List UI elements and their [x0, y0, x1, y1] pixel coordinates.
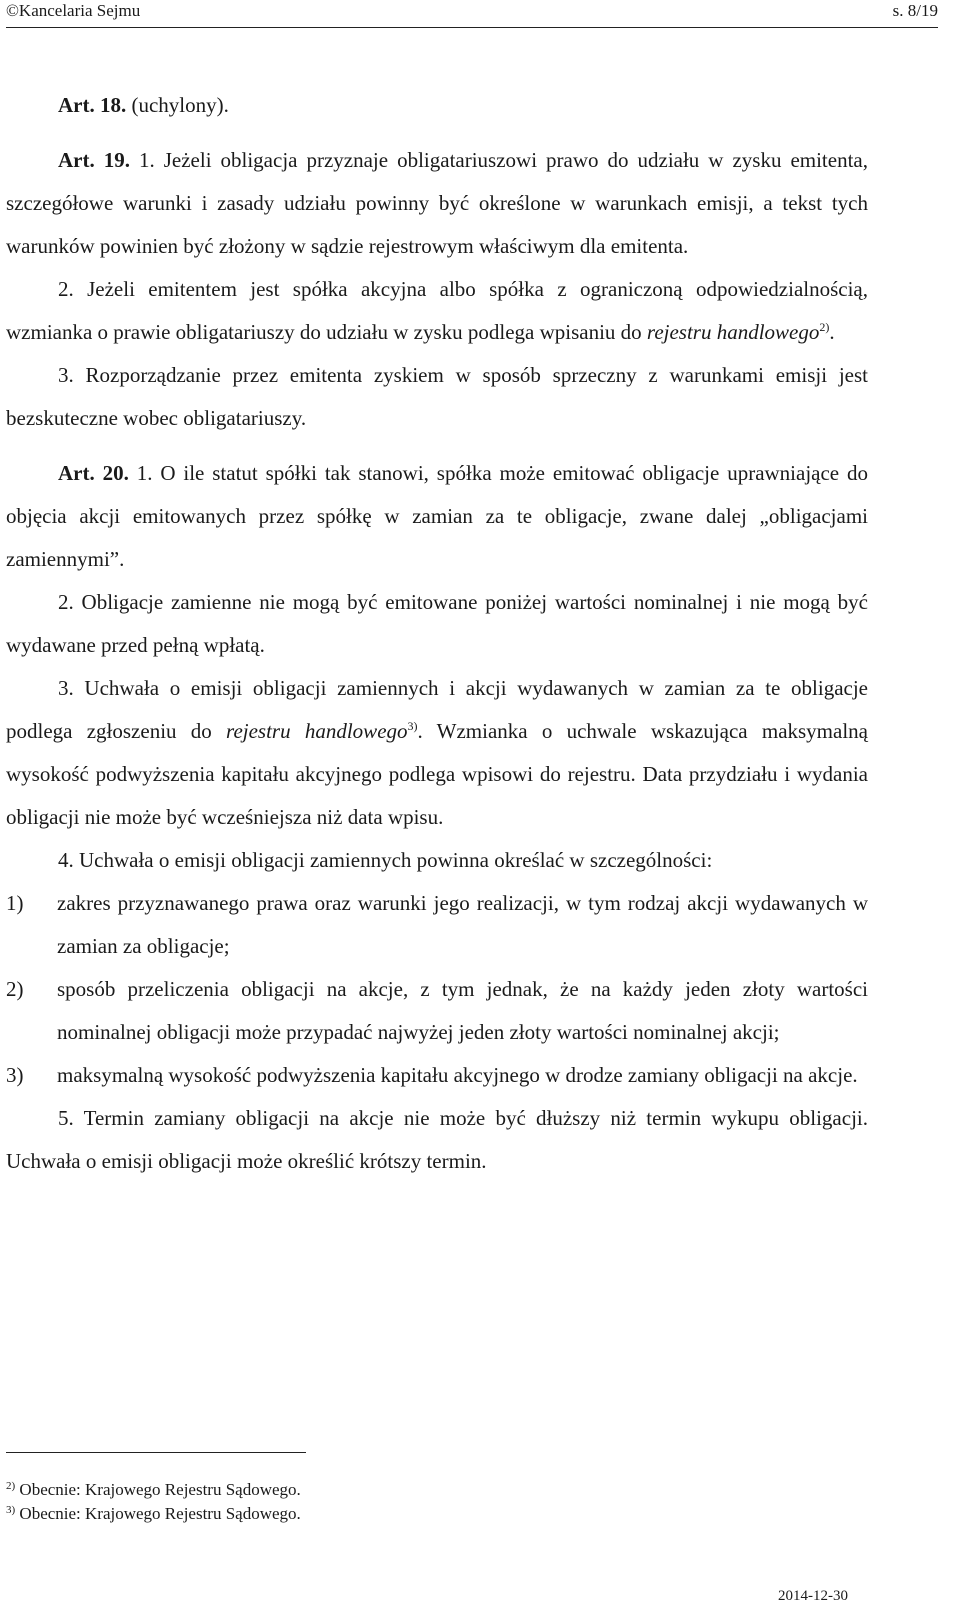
- art-20-p3: [6, 667, 868, 839]
- footnotes: [6, 1478, 301, 1526]
- header-copyright: ©Kancelaria Sejmu: [6, 1, 141, 20]
- footnote-mark: 3): [6, 1504, 16, 1516]
- art-20-p3-rest: . Wzmianka o uchwale wskazująca maksymalną wysokość podwyższenia kapitału akcyjnego podlega wpisowi do rejestru. Data przydziału i wydania obligacji nie może być wcześniejsza niż data wpisu.: [6, 719, 868, 829]
- art-19-p1-text: 1. Jeżeli obligacja przyznaje obligatariuszowi prawo do udziału w zysku emitenta, szczegółowe warunki i zasady udziału powinny być określone w warunkach emisji, a tekst tych warunków powinien być złożony w sądzie rejestrowym właściwym dla emitenta.: [6, 148, 868, 258]
- art-20-p4: [6, 839, 868, 882]
- art-20-p3-italic: rejestru handlowego: [226, 719, 408, 743]
- footnote-text: Obecnie: Krajowego Rejestru Sądowego.: [15, 1504, 301, 1523]
- list-item-number: 1): [6, 891, 24, 915]
- footnote-mark: 2): [6, 1480, 16, 1492]
- list-item-text: sposób przeliczenia obligacji na akcje, z tym jednak, że na każdy jeden złoty wartości nominalnej obligacji może przypadać najwyżej jeden złoty wartości nominalnej akcji;: [57, 977, 868, 1044]
- art-19-p2-text: 2. Jeżeli emitentem jest spółka akcyjna albo spółka z ograniczoną odpowiedzialnością, wzmianka o prawie obligatariuszy do udziału w zysku podlega wpisaniu do: [6, 277, 868, 344]
- art-20-p1: [6, 452, 868, 581]
- footnote-divider: [6, 1452, 306, 1453]
- art-20-p1-text: 1. O ile statut spółki tak stanowi, spółka może emitować obligacje uprawniające do objęcia akcji emitowanych przez spółkę w zamian za te obligacje, zwane dalej „obligacjami zamiennymi”.: [6, 461, 868, 571]
- art-19-p1: [6, 139, 868, 268]
- list-item: [6, 968, 868, 1054]
- list-item-text: maksymalną wysokość podwyższenia kapitału akcyjnego w drodze zamiany obligacji na akcje.: [57, 1063, 858, 1087]
- document-body: [6, 84, 868, 1183]
- list-item-number: 2): [6, 977, 24, 1001]
- art-19-p3-text: 3. Rozporządzanie przez emitenta zyskiem w sposób sprzeczny z warunkami emisji jest bezskuteczne wobec obligatariuszy.: [6, 363, 868, 430]
- footnote-text: Obecnie: Krajowego Rejestru Sądowego.: [15, 1480, 301, 1499]
- list-item-number: 3): [6, 1063, 24, 1087]
- page-footer-date: 2014-12-30: [778, 1588, 848, 1604]
- art-19-p2: [6, 268, 868, 354]
- list-item-text: zakres przyznawanego prawa oraz warunki jego realizacji, w tym rodzaj akcji wydawanych w zamian za obligacje;: [57, 891, 868, 958]
- art-19-label: Art. 19.: [58, 148, 130, 172]
- footnote-3: [6, 1502, 301, 1526]
- page-header: [6, 0, 938, 28]
- footnote-2: [6, 1478, 301, 1502]
- art-20-p5-text: 5. Termin zamiany obligacji na akcje nie może być dłuższy niż termin wykupu obligacji. Uchwała o emisji obligacji może określić krótszy termin.: [6, 1106, 868, 1173]
- art-20-p2: [6, 581, 868, 667]
- art-19-p2-end: .: [829, 320, 835, 344]
- art-20-p2-text: 2. Obligacje zamienne nie mogą być emitowane poniżej wartości nominalnej i nie mogą być wydawane przed pełną wpłatą.: [6, 590, 868, 657]
- art-18: [6, 84, 868, 127]
- list-item: [6, 882, 868, 968]
- art-19-p3: [6, 354, 868, 440]
- art-18-text: (uchylony).: [126, 93, 229, 117]
- art-20-p4-text: 4. Uchwała o emisji obligacji zamiennych powinna określać w szczególności:: [58, 848, 713, 872]
- art-18-label: Art. 18.: [58, 93, 127, 117]
- footnote-ref-2: 2): [819, 320, 830, 334]
- header-page-number: s. 8/19: [892, 1, 938, 20]
- art-20-p3-text: 3. Uchwała o emisji obligacji zamiennych i akcji wydawanych w zamian za te obligacje podlega zgłoszeniu do: [6, 676, 868, 743]
- art-19-p2-italic: rejestru handlowego: [646, 320, 820, 344]
- list-item: [6, 1054, 868, 1097]
- footnote-ref-3: 3): [407, 719, 418, 733]
- art-20-label: Art. 20.: [58, 461, 129, 485]
- art-20-p5: [6, 1097, 868, 1183]
